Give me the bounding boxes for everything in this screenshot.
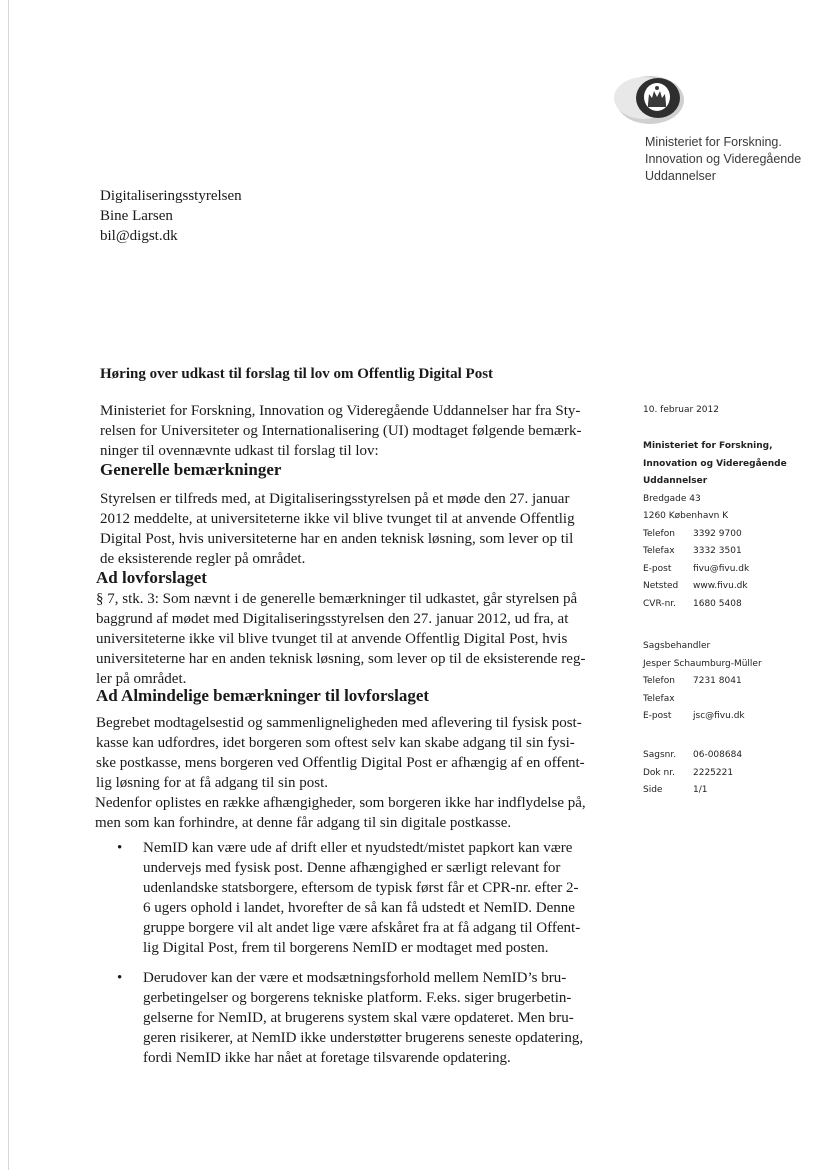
sender-street: Bredgade 43 bbox=[643, 493, 701, 504]
reference-value: 1/1 bbox=[693, 785, 708, 795]
contact-label: Telefon bbox=[643, 676, 675, 686]
text-line: Nedenfor oplistes en række afhængigheder, som borgeren ikke har indflydelse på, bbox=[95, 795, 586, 811]
sender-org-line: Uddannelser bbox=[643, 476, 708, 486]
sender-city: 1260 København K bbox=[643, 511, 729, 521]
caseworker-name: Jesper Schaumburg-Müller bbox=[643, 658, 762, 669]
text-line: baggrund af mødet med Digitaliseringsstyrelsen den 27. januar 2012, ud fra, at bbox=[96, 611, 569, 627]
text-line: ske postkasse, mens borgeren ved Offentlig Digital Post er afhængig af en offent- bbox=[96, 755, 585, 771]
text-line: § 7, stk. 3: Som nævnt i de generelle bemærkninger til udkastet, går styrelsen på bbox=[96, 591, 578, 607]
reference-value: 2225221 bbox=[693, 767, 734, 778]
contact-row bbox=[643, 543, 787, 561]
page-edge bbox=[8, 0, 9, 1170]
text-line: undervejs med fysisk post. Denne afhængighed er særligt relevant for bbox=[143, 860, 561, 876]
section-heading-general: Generelle bemærkninger bbox=[100, 460, 282, 479]
recipient-name: Bine Larsen bbox=[100, 208, 173, 224]
list-item bbox=[117, 838, 583, 958]
text-line: kasse kan udfordres, idet borgeren som oftest selv kan skabe adgang til sin fysi- bbox=[96, 735, 575, 751]
reference-row bbox=[643, 765, 742, 783]
intro-paragraph bbox=[100, 401, 582, 461]
text-line: Ministeriet for Forskning, Innovation og Videregående Uddannelser har fra Sty- bbox=[100, 403, 581, 419]
crown-seal-icon bbox=[614, 74, 686, 126]
reference-row bbox=[643, 782, 742, 800]
text-line: ninger til ovennævnte udkast til forslag til lov: bbox=[100, 443, 379, 459]
ministry-line: Innovation og Videregående bbox=[645, 152, 802, 166]
text-line: gelserne for NemID, at brugerens system skal være opdateret. Men bru- bbox=[143, 1010, 574, 1026]
text-line: relsen for Universiteter og Internationalisering (UI) modtaget følgende bemærk- bbox=[100, 423, 582, 439]
text-line: Begrebet modtagelsestid og sammenligneligheden med aflevering til fysisk post- bbox=[96, 715, 582, 731]
text-line: udenlandske statsborgere, eftersom de typisk først får et CPR-nr. efter 2- bbox=[143, 880, 579, 896]
letter-date: 10. februar 2012 bbox=[643, 405, 719, 415]
text-line: 2012 meddelte, at universiteterne ikke vil blive tvunget til at anvende Offentlig bbox=[100, 511, 575, 527]
text-line: universiteterne har en anden teknisk løsning, som lever op til de eksisterende reg- bbox=[96, 651, 586, 667]
remarks-paragraph-1 bbox=[96, 713, 585, 793]
remarks-paragraph-2 bbox=[95, 793, 586, 833]
contact-value: www.fivu.dk bbox=[693, 581, 748, 591]
text-line: NemID kan være ude af drift eller et nyudstedt/mistet papkort kan være bbox=[143, 840, 573, 856]
reference-label: Dok nr. bbox=[643, 767, 675, 778]
ministry-line: Uddannelser bbox=[645, 169, 716, 183]
text-line: lig Digital Post, frem til borgerens NemID er modtaget med posten. bbox=[143, 940, 549, 956]
reference-label: Side bbox=[643, 785, 663, 795]
bill-paragraph bbox=[96, 589, 585, 689]
contact-row bbox=[643, 526, 787, 544]
bullet-dot: • bbox=[117, 840, 123, 856]
text-line: gruppe borgere vil alt andet lige være afskåret fra at få adgang til Offent- bbox=[143, 920, 581, 936]
text-line: universiteterne ikke vil blive tvunget til at anvende Offentlig Digital Post, hvis bbox=[96, 631, 568, 647]
contact-label: E-post bbox=[643, 711, 672, 721]
text-line: fordi NemID ikke har nået at foretage tilsvarende opdatering. bbox=[143, 1050, 511, 1066]
text-line: Styrelsen er tilfreds med, at Digitaliseringsstyrelsen på et møde den 27. januar bbox=[100, 491, 570, 507]
text-line: ler på området. bbox=[96, 671, 187, 687]
contact-value: 1680 5408 bbox=[693, 598, 742, 609]
text-line: Digital Post, hvis universiteterne har en anden teknisk løsning, som lever op til bbox=[100, 531, 574, 547]
contact-row bbox=[643, 596, 787, 614]
sidebar-references bbox=[643, 747, 742, 800]
text-line: men som kan forhindre, at denne får adgang til sin digitale postkasse. bbox=[95, 815, 512, 831]
recipient-email: bil@digst.dk bbox=[100, 228, 178, 244]
section-heading-bill: Ad lovforslaget bbox=[96, 568, 207, 587]
sidebar-sender bbox=[643, 438, 787, 613]
contact-row bbox=[643, 708, 762, 726]
sidebar-date bbox=[643, 402, 719, 420]
sender-org-line: Ministeriet for Forskning, bbox=[643, 441, 773, 451]
text-line: 6 ugers ophold i landet, hvorefter de så kan få udstedt et NemID. Denne bbox=[143, 900, 575, 916]
contact-label: Telefon bbox=[643, 528, 675, 539]
ministry-name bbox=[645, 134, 820, 185]
contact-row bbox=[643, 673, 762, 691]
text-line: gerbetingelser og borgerens tekniske platform. F.eks. siger brugerbetin- bbox=[143, 990, 572, 1006]
letter-subject: Høring over udkast til forslag til lov om Offentlig Digital Post bbox=[100, 366, 494, 382]
sidebar-caseworker bbox=[643, 638, 762, 726]
contact-value: 3392 9700 bbox=[693, 528, 742, 539]
contact-row bbox=[643, 561, 787, 579]
reference-value: 06-008684 bbox=[693, 750, 743, 760]
contact-label: CVR-nr. bbox=[643, 598, 677, 609]
contact-label: E-post bbox=[643, 563, 672, 574]
recipient-address bbox=[100, 186, 242, 246]
text-line: de eksisterende regler på området. bbox=[100, 551, 306, 567]
contact-value: jsc@fivu.dk bbox=[693, 711, 745, 721]
section-heading-general-remarks: Ad Almindelige bemærkninger til lovforslaget bbox=[96, 686, 430, 705]
reference-label: Sagsnr. bbox=[643, 750, 677, 760]
contact-value: fivu@fivu.dk bbox=[693, 563, 750, 574]
contact-label: Telefax bbox=[643, 693, 675, 704]
recipient-org: Digitaliseringsstyrelsen bbox=[100, 188, 242, 204]
sender-org-line: Innovation og Videregående bbox=[643, 458, 787, 469]
bullet-dot: • bbox=[117, 970, 123, 986]
reference-row bbox=[643, 747, 742, 765]
contact-value: 7231 8041 bbox=[693, 676, 742, 686]
caseworker-title: Sagsbehandler bbox=[643, 641, 711, 651]
text-line: lig løsning for at få adgang til sin post. bbox=[96, 775, 329, 791]
ministry-line: Ministeriet for Forskning. bbox=[645, 135, 782, 149]
contact-label: Netsted bbox=[643, 581, 679, 591]
contact-row bbox=[643, 578, 787, 596]
general-paragraph bbox=[100, 489, 575, 569]
text-line: geren risikerer, at NemID ikke understøtter brugerens seneste opdatering, bbox=[143, 1030, 584, 1046]
list-item bbox=[117, 968, 583, 1068]
contact-row bbox=[643, 691, 762, 709]
dependency-list bbox=[117, 838, 583, 1068]
contact-value: 3332 3501 bbox=[693, 546, 742, 556]
text-line: Derudover kan der være et modsætningsforhold mellem NemID’s bru- bbox=[143, 970, 567, 986]
contact-label: Telefax bbox=[643, 546, 675, 556]
